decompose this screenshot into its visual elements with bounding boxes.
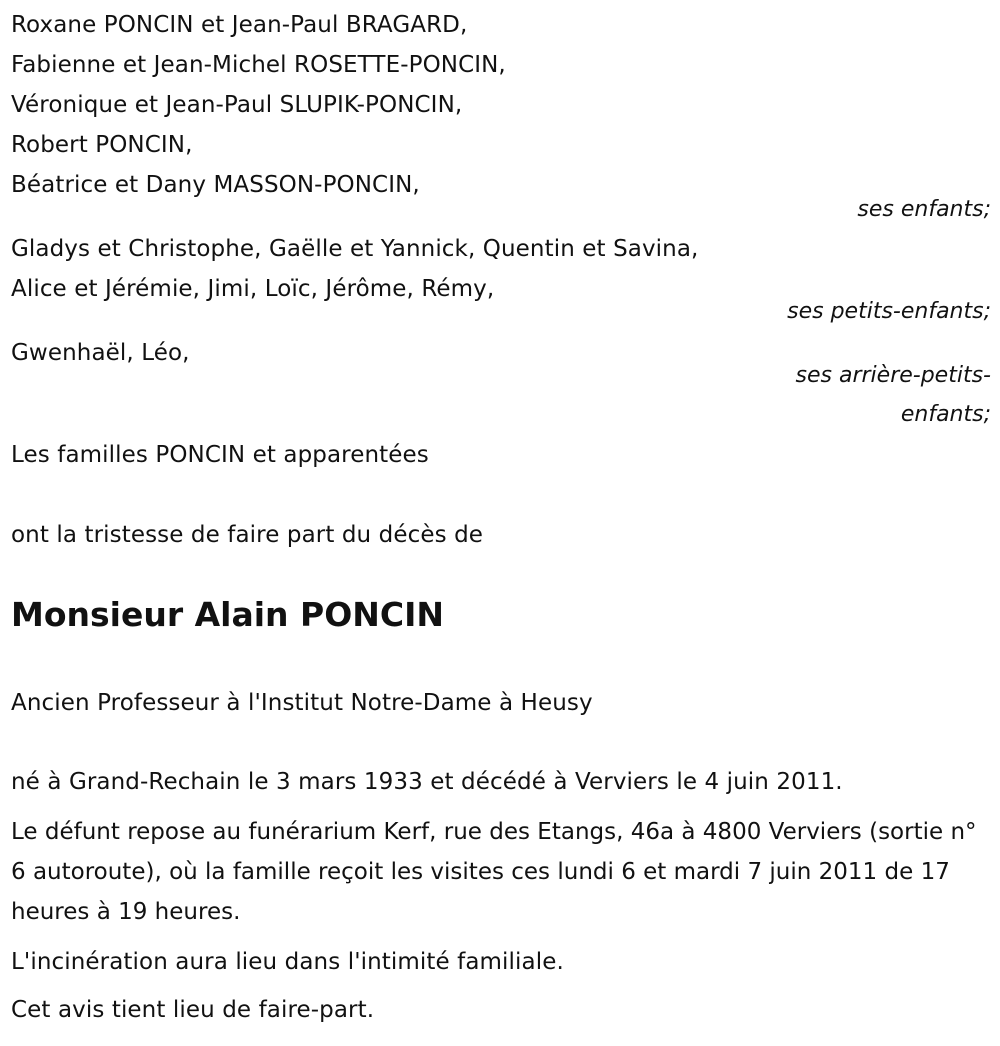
cremation-line: L'incinération aura lieu dans l'intimité familiale. (11, 949, 564, 975)
deceased-name: Monsieur Alain PONCIN (11, 595, 444, 634)
grandchildren-label: ses petits-enfants; (787, 299, 991, 324)
family-line: Béatrice et Dany MASSON-PONCIN, (11, 172, 420, 198)
family-line: Gwenhaël, Léo, (11, 340, 190, 366)
children-block (11, 5, 506, 205)
occupation-line: Ancien Professeur à l'Institut Notre-Dame à Heusy (11, 690, 593, 716)
family-line: Gladys et Christophe, Gaëlle et Yannick, Quentin et Savina, (11, 236, 699, 262)
children-label: ses enfants; (857, 197, 991, 222)
family-line: Alice et Jérémie, Jimi, Loïc, Jérôme, Rémy, (11, 276, 495, 302)
family-line: Robert PONCIN, (11, 132, 193, 158)
family-line: Roxane PONCIN et Jean-Paul BRAGARD, (11, 12, 468, 38)
families-line: Les familles PONCIN et apparentées (11, 442, 429, 468)
announcement-line: ont la tristesse de faire part du décès de (11, 522, 484, 548)
great-grandchildren-label-line2: enfants; (900, 402, 991, 427)
great-grandchildren-label-line1: ses arrière-petits- (795, 363, 991, 388)
family-line: Véronique et Jean-Paul SLUPIK-PONCIN, (11, 92, 463, 118)
closing-line: Cet avis tient lieu de faire-part. (11, 997, 375, 1023)
visitation-paragraph: Le défunt repose au funérarium Kerf, rue des Etangs, 46a à 4800 Verviers (sortie n° 6 autoroute), où la famille reçoit les visites ces lundi 6 et mardi 7 juin 2011 de 17 heures à 19 heures. (11, 819, 977, 925)
birth-death-line: né à Grand-Rechain le 3 mars 1933 et décédé à Verviers le 4 juin 2011. (11, 769, 843, 795)
family-line: Fabienne et Jean-Michel ROSETTE-PONCIN, (11, 52, 506, 78)
